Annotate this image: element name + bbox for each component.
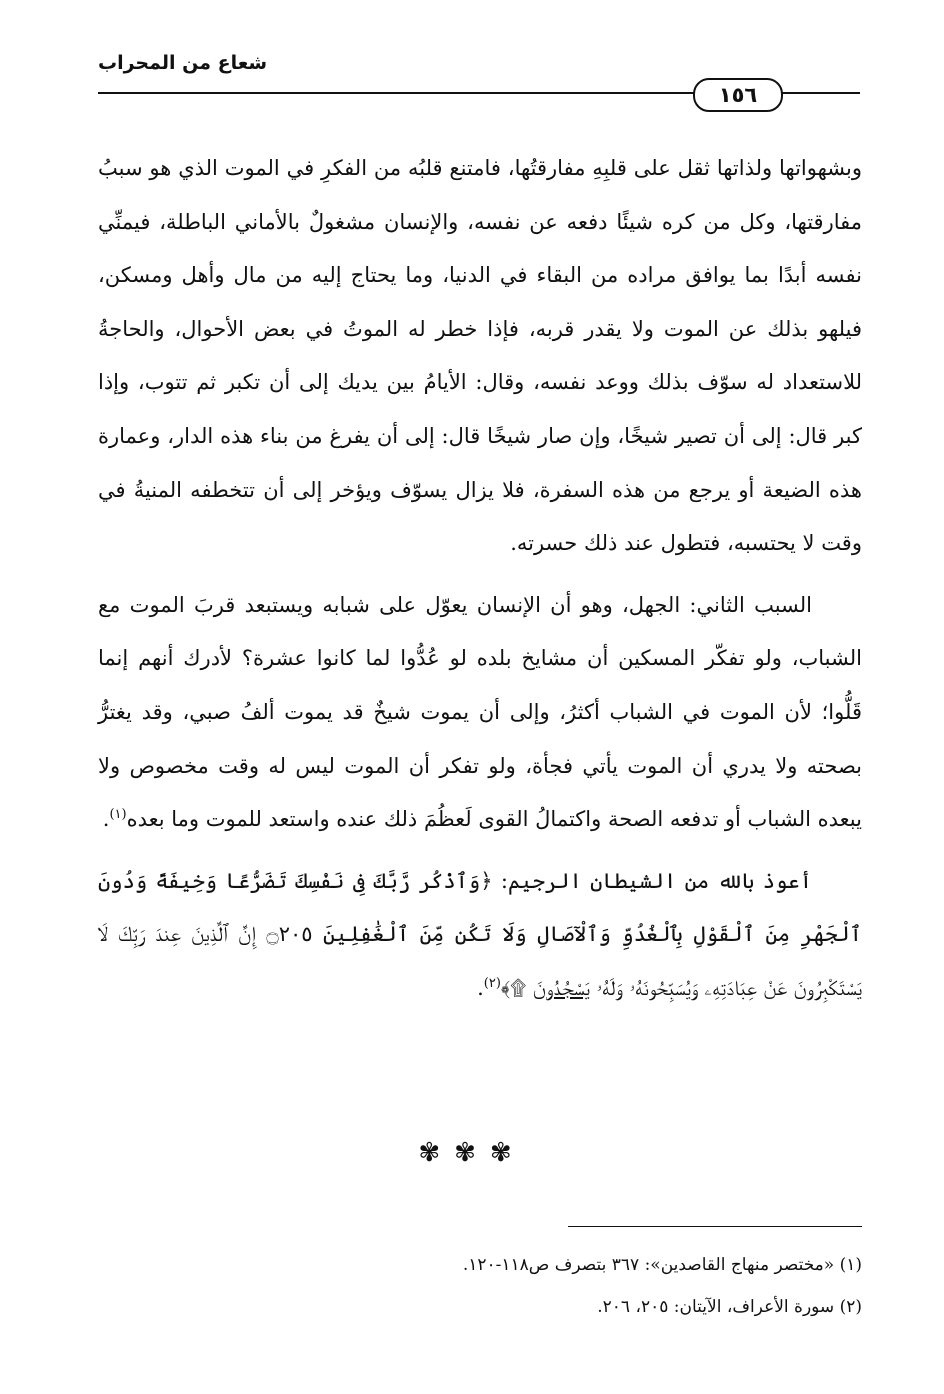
paragraph-2-end: . [102, 807, 110, 832]
footnotes [200, 1244, 862, 1328]
paragraph-3-end: . [477, 975, 484, 1000]
header-rule-right [780, 92, 860, 94]
paragraph-1: وبشهواتها ولذاتها ثقل على قلبِهِ مفارقتُها، فامتنع قلبُه من الفكرِ في الموت الذي هو سببُ مفارقتها، وكل من كره شيئًا دفعه عن نفسه، والإنسان مشغولٌ بالأماني الباطلة، فيمنِّي نفسه أبدًا بما يوافق مراده من البقاء في الدنيا، وما يحتاج إليه من مال وأهل ومسكن، فيلهو بذلك عن الموت ولا يقدر قربه، فإذا خطر له الموتُ في بعض الأحوال، والحاجةُ للاستعداد له سوّف بذلك ووعد نفسه، وقال: الأيامُ بين يديك إلى أن تكبر ثم تتوب، وإذا كبر قال: إلى أن تصير شيخًا، وإن صار شيخًا قال: إلى أن يفرغ من بناء هذه الدار، وعمارة هذه الضيعة أو يرجع من هذه السفرة، فلا يزال يسوّف ويؤخر إلى أن تتخطفه المنيةُ في وقت لا يحتسبه، فتطول عند ذلك حسرته. [98, 156, 862, 556]
page-number: ١٥٦ [693, 78, 783, 112]
footnote-marker-2: (٢) [483, 975, 501, 991]
section-ornament: ✾✾✾ [418, 1138, 526, 1168]
quran-verse: ﴿وَٱذْكُر رَّبَّكَ فِى نَفْسِكَ تَضَرُّعًا وَخِيفَةً وَدُونَ ٱلْجَهْرِ مِنَ ٱلْقَوْلِ بِٱلْغُدُوِّ وَٱلْآصَالِ وَلَا تَكُن مِّنَ ٱلْغَٰفِلِينَ ۝٢٠٥ إِنَّ ٱلَّذِينَ عِندَ رَبِّكَ لَا يَسْتَكْبِرُونَ عَنْ عِبَادَتِهِۦ وَيُسَبِّحُونَهُۥ وَلَهُۥ [98, 868, 862, 1000]
quran-verse-end: ۩﴾ [500, 975, 533, 1000]
body-text [98, 142, 862, 1016]
footnote-marker-1: (١) [109, 807, 127, 823]
running-title: شعاع من المحراب [98, 52, 268, 74]
paragraph-2-text: السبب الثاني: الجهل، وهو أن الإنسان يعوّل على شبابه ويستبعد قربَ الموت مع الشباب، ولو تفكّر المسكين أن مشايخ بلده لو عُدُّوا لما كانوا عشرة؟ لأدرك أنهم إنما قَلُّوا؛ لأن الموت في الشباب أكثرُ، وإلى أن يموت شيخٌ قد يموت ألفُ صبي، وقد يغترُّ بصحته ولا يدري أن الموت يأتي فجأة، ولو تفكر أن الموت ليس له وقت مخصوص ولا يبعده الشباب أو تدفعه الصحة واكتمالُ القوى لَعظُمَ ذلك عنده واستعد للموت وما بعده [98, 592, 862, 832]
paragraph-2 [98, 579, 862, 847]
footnote-2: (٢) سورة الأعراف، الآيتان: ٢٠٥، ٢٠٦. [597, 1297, 862, 1317]
header-rule [98, 92, 695, 94]
paragraph-3 [98, 855, 862, 1016]
quran-verse-sajda-word: يَسْجُدُونَ [532, 975, 590, 1000]
footnote-rule [568, 1226, 862, 1227]
paragraph-3-intro: أعوذ بالله من الشيطان الرجيم: [492, 868, 812, 893]
footnote-1: (١) «مختصر منهاج القاصدين»: ٣٦٧ بتصرف ص١١٨-١٢٠. [462, 1255, 862, 1275]
